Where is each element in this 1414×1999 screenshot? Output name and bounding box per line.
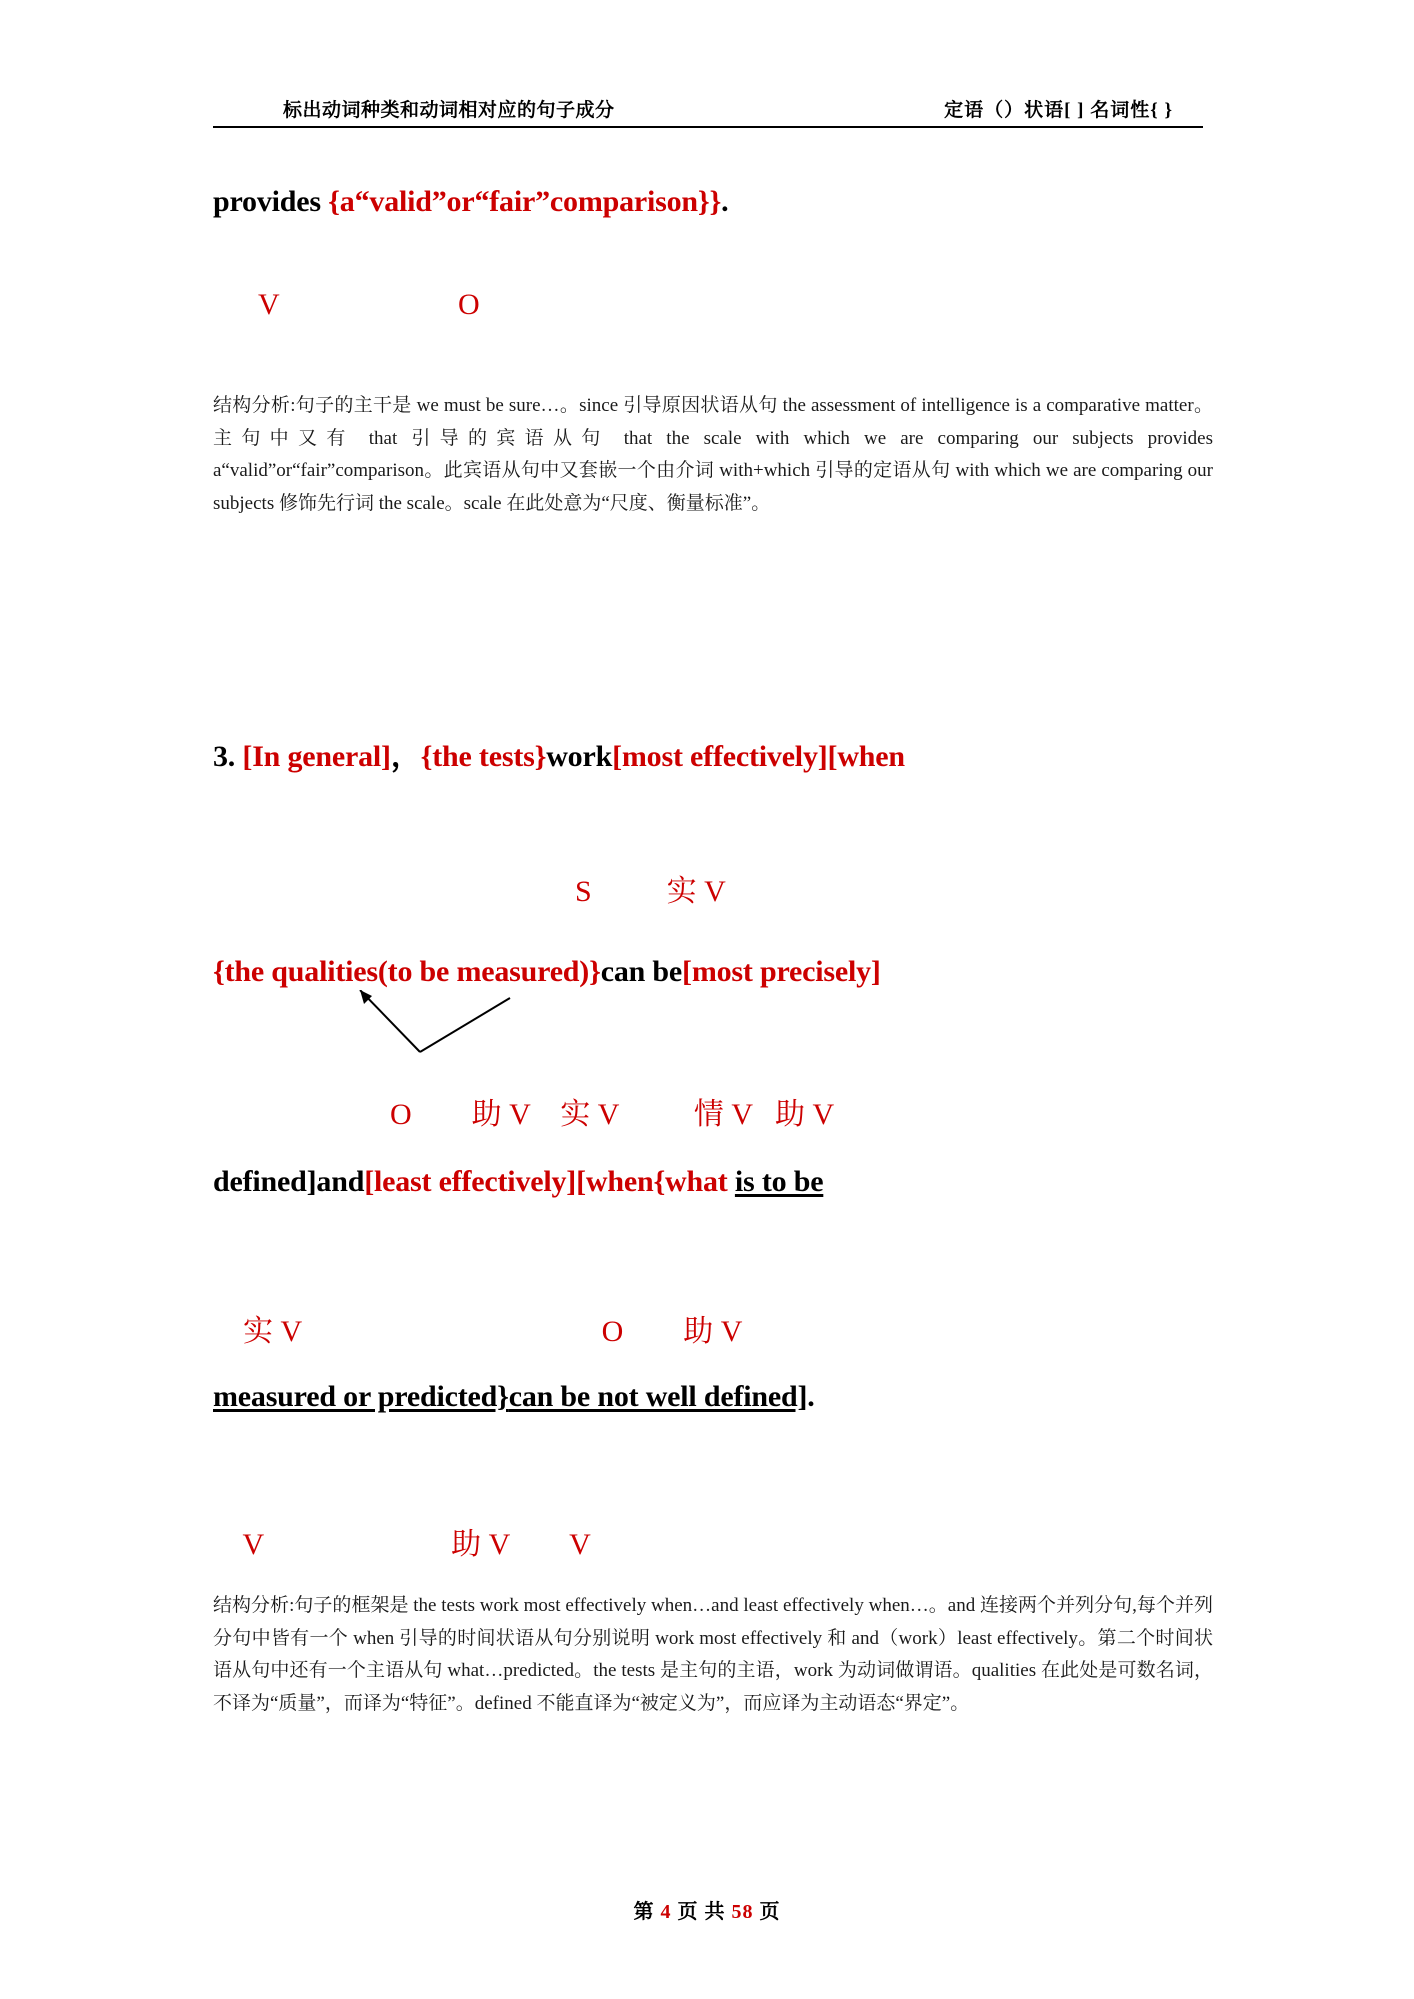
sentence3-seg-to-be-measured: (to be measured)}: [377, 955, 601, 988]
sentence3-seg-work: work: [546, 740, 613, 773]
sentence1-analysis: 结构分析:句子的主干是 we must be sure…。since 引导原因状语从句 the assessment of intelligence is a comparative matter。主句中又有 that 引导的宾语从句 that the scale with which we are comparing our subjects provides a“valid”or“fair”comparison。此宾语从句中又套嵌一个由介词 with+which 引导的定语从句 with which we are comparing our subjects 修饰先行词 the scale。scale 在此处意为“尺度、衡量标准”。: [213, 395, 1213, 515]
mark-label: V: [258, 288, 280, 321]
sentence3-seg-when-1: [when: [827, 740, 905, 773]
sentence3-line1-marks: [545, 832, 726, 944]
sentence3-seg-most-effectively: [most effectively]: [612, 740, 828, 773]
sentence3-seg-in-general: [In general]: [242, 740, 391, 773]
sentence3-seg-and: and: [316, 1165, 365, 1198]
sentence3-line4: [213, 1380, 1273, 1415]
sentence1-line1-plain-a: provides: [213, 185, 329, 218]
sentence3-line2-marks: [360, 1055, 834, 1167]
mark-label: V 助 V V: [242, 1528, 591, 1561]
sentence3-seg-can-be-not-well-defined: can be not well defined]: [508, 1380, 808, 1413]
mark-label: 实 V O 助 V: [243, 1315, 743, 1348]
page-header: [213, 95, 1203, 122]
footer-page-number: 4: [660, 1901, 672, 1923]
sentence3-number: 3.: [213, 740, 243, 773]
sentence3-line3: [213, 1165, 1273, 1200]
header-right-text: 定语（）状语[ ] 名词性{ }: [944, 100, 1173, 121]
sentence3-seg-can-be: can be: [600, 955, 683, 988]
sentence3-seg-period: .: [807, 1380, 815, 1413]
sentence1-line1: [213, 185, 1223, 220]
sentence3-seg-is-to-be: is to be: [734, 1165, 824, 1198]
sentence3-seg-most-precisely: [most precisely]: [682, 955, 881, 988]
sentence3-line3-marks: [213, 1272, 742, 1384]
sentence3-line4-marks: [213, 1485, 591, 1597]
sentence3-line2: [213, 955, 1273, 990]
sentence3-seg-the-qualities: {the qualities: [213, 955, 378, 988]
sentence3-seg-what: {what: [653, 1165, 735, 1198]
mark-label: S 实 V: [575, 875, 726, 908]
footer-prefix: 第: [633, 1901, 655, 1923]
sentence1-mark-o: [458, 288, 480, 322]
footer-suffix: 页: [759, 1901, 781, 1923]
header-left-text: 标出动词种类和动词相对应的句子成分: [283, 100, 615, 121]
sentence1-line1-red-a: {a“valid”or“fair”comparison}}: [328, 185, 722, 218]
sentence3-seg-measured-or-predicted: measured or predicted}: [213, 1380, 509, 1413]
sentence3-seg-defined: defined]: [213, 1165, 317, 1198]
footer-total-pages: 58: [731, 1901, 754, 1923]
sentence3-seg-comma: ，: [390, 740, 421, 773]
footer-middle: 页 共: [677, 1901, 726, 1923]
sentence1-line1-plain-b: .: [721, 185, 729, 218]
sentence3-seg-when-2: [when: [576, 1165, 654, 1198]
page-footer: [0, 1895, 1414, 1924]
sentence3-seg-the-tests: {the tests}: [420, 740, 547, 773]
mark-label: O: [458, 288, 480, 321]
header-divider: [213, 126, 1203, 128]
sentence1-mark-v: [258, 288, 280, 322]
mark-label: O 助 V 实 V 情 V 助 V: [390, 1098, 835, 1131]
sentence3-line1: [213, 740, 1273, 775]
sentence3-analysis: 结构分析:句子的框架是 the tests work most effectively when…and least effectively when…。and 连接两个并列分句,每个并列分句中皆有一个 when 引导的时间状语从句分别说明 work most effectively 和 and（work）least effectively。第二个时间状语从句中还有一个主语从句 what…predicted。the tests 是主句的主语，work 为动词做谓语。qualities 在此处是可数名词，不译为“质量”，而译为“特征”。defined 不能直译为“被定义为”，而应译为主动语态“界定”。: [213, 1595, 1213, 1715]
sentence3-seg-least-effectively: [least effectively]: [364, 1165, 577, 1198]
